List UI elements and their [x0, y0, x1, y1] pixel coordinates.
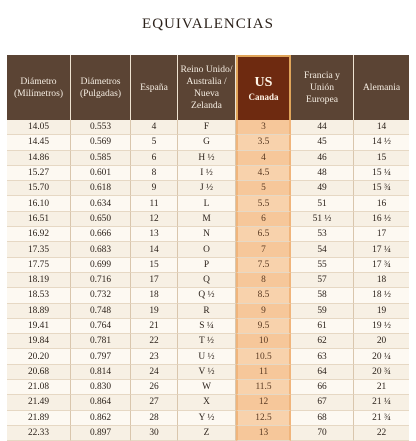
cell-espana: 6: [131, 151, 178, 166]
cell-reino-unido: P: [178, 258, 236, 273]
cell-francia: 57: [291, 273, 354, 288]
cell-espana: 24: [131, 365, 178, 380]
cell-espana: 17: [131, 273, 178, 288]
cell-diametro-mm: 21.89: [7, 411, 71, 426]
cell-us-canada: 7: [236, 242, 291, 257]
cell-diametro-mm: 14.05: [7, 120, 71, 135]
cell-francia: 64: [291, 365, 354, 380]
table-row: [7, 380, 409, 395]
cell-us-canada: 10: [236, 334, 291, 349]
table-row: [7, 242, 409, 257]
cell-alemania: 17: [354, 227, 409, 242]
table-row: [7, 166, 409, 181]
cell-espana: 8: [131, 166, 178, 181]
cell-alemania: 21: [354, 380, 409, 395]
table-row: [7, 135, 409, 150]
cell-diametro-in: 0.797: [71, 349, 131, 364]
cell-francia: 63: [291, 349, 354, 364]
cell-francia: 46: [291, 151, 354, 166]
cell-diametro-in: 0.814: [71, 365, 131, 380]
cell-espana: 18: [131, 288, 178, 303]
cell-reino-unido: G: [178, 135, 236, 150]
cell-reino-unido: V ½: [178, 365, 236, 380]
cell-diametro-mm: 18.19: [7, 273, 71, 288]
cell-francia: 59: [291, 304, 354, 319]
table-row: [7, 196, 409, 211]
cell-francia: 51: [291, 196, 354, 211]
cell-us-canada: 8: [236, 273, 291, 288]
table-row: [7, 319, 409, 334]
cell-diametro-mm: 18.89: [7, 304, 71, 319]
cell-alemania: 19 ½: [354, 319, 409, 334]
cell-diametro-mm: 16.92: [7, 227, 71, 242]
cell-reino-unido: R: [178, 304, 236, 319]
header-espana: España: [131, 55, 178, 120]
cell-francia: 68: [291, 411, 354, 426]
cell-alemania: 20: [354, 334, 409, 349]
table-row: [7, 334, 409, 349]
table-row: [7, 426, 409, 441]
cell-francia: 70: [291, 426, 354, 441]
cell-us-canada: 3: [236, 120, 291, 135]
table-row: [7, 411, 409, 426]
cell-diametro-mm: 20.68: [7, 365, 71, 380]
cell-francia: 44: [291, 120, 354, 135]
cell-us-canada: 11.5: [236, 380, 291, 395]
cell-diametro-mm: 15.70: [7, 181, 71, 196]
cell-espana: 5: [131, 135, 178, 150]
cell-alemania: 19: [354, 304, 409, 319]
cell-reino-unido: H ½: [178, 151, 236, 166]
cell-reino-unido: T ½: [178, 334, 236, 349]
cell-alemania: 18 ½: [354, 288, 409, 303]
cell-espana: 15: [131, 258, 178, 273]
cell-reino-unido: Q ½: [178, 288, 236, 303]
cell-espana: 13: [131, 227, 178, 242]
cell-espana: 22: [131, 334, 178, 349]
cell-espana: 30: [131, 426, 178, 441]
cell-diametro-in: 0.585: [71, 151, 131, 166]
cell-diametro-in: 0.683: [71, 242, 131, 257]
header-us-label: US: [254, 75, 273, 90]
cell-espana: 28: [131, 411, 178, 426]
cell-alemania: 15 ¼: [354, 166, 409, 181]
table-row: [7, 273, 409, 288]
cell-diametro-in: 0.830: [71, 380, 131, 395]
cell-espana: 21: [131, 319, 178, 334]
cell-diametro-mm: 16.51: [7, 212, 71, 227]
cell-alemania: 16: [354, 196, 409, 211]
cell-us-canada: 3.5: [236, 135, 291, 150]
cell-diametro-in: 0.897: [71, 426, 131, 441]
cell-reino-unido: Q: [178, 273, 236, 288]
cell-diametro-in: 0.716: [71, 273, 131, 288]
cell-diametro-in: 0.862: [71, 411, 131, 426]
cell-diametro-in: 0.864: [71, 395, 131, 410]
cell-reino-unido: I ½: [178, 166, 236, 181]
cell-reino-unido: X: [178, 395, 236, 410]
header-francia: Francia y Unión Europea: [291, 55, 354, 120]
cell-us-canada: 12: [236, 395, 291, 410]
cell-us-canada: 5: [236, 181, 291, 196]
header-reino-unido: Reino Unido/ Australia / Nueva Zelanda: [178, 55, 236, 120]
header-alemania: Alemania: [354, 55, 409, 120]
cell-diametro-in: 0.699: [71, 258, 131, 273]
cell-espana: 4: [131, 120, 178, 135]
cell-diametro-mm: 18.53: [7, 288, 71, 303]
cell-us-canada: 9.5: [236, 319, 291, 334]
table-row: [7, 288, 409, 303]
header-diametro-in: Diámetros (Pulgadas): [71, 55, 131, 120]
cell-diametro-mm: 16.10: [7, 196, 71, 211]
cell-diametro-in: 0.666: [71, 227, 131, 242]
cell-espana: 9: [131, 181, 178, 196]
cell-espana: 23: [131, 349, 178, 364]
cell-us-canada: 6.5: [236, 227, 291, 242]
cell-us-canada: 4: [236, 151, 291, 166]
cell-reino-unido: S ¼: [178, 319, 236, 334]
table-row: [7, 365, 409, 380]
table-row: [7, 151, 409, 166]
cell-us-canada: 11: [236, 365, 291, 380]
table-row: [7, 120, 409, 135]
header-row: [7, 55, 409, 120]
cell-diametro-in: 0.618: [71, 181, 131, 196]
cell-francia: 53: [291, 227, 354, 242]
cell-diametro-in: 0.781: [71, 334, 131, 349]
cell-reino-unido: W: [178, 380, 236, 395]
cell-us-canada: 5.5: [236, 196, 291, 211]
header-canada-label: Canada: [248, 92, 279, 102]
cell-francia: 55: [291, 258, 354, 273]
cell-reino-unido: Z: [178, 426, 236, 441]
cell-reino-unido: J ½: [178, 181, 236, 196]
cell-diametro-in: 0.748: [71, 304, 131, 319]
cell-alemania: 21 ¾: [354, 411, 409, 426]
cell-francia: 54: [291, 242, 354, 257]
cell-us-canada: 4.5: [236, 166, 291, 181]
cell-reino-unido: F: [178, 120, 236, 135]
cell-us-canada: 6: [236, 212, 291, 227]
cell-diametro-in: 0.634: [71, 196, 131, 211]
cell-diametro-in: 0.732: [71, 288, 131, 303]
cell-espana: 14: [131, 242, 178, 257]
cell-francia: 66: [291, 380, 354, 395]
cell-reino-unido: U ½: [178, 349, 236, 364]
cell-espana: 27: [131, 395, 178, 410]
cell-alemania: 16 ½: [354, 212, 409, 227]
cell-francia: 61: [291, 319, 354, 334]
cell-alemania: 21 ¼: [354, 395, 409, 410]
cell-alemania: 17 ¾: [354, 258, 409, 273]
cell-diametro-in: 0.553: [71, 120, 131, 135]
cell-francia: 51 ½: [291, 212, 354, 227]
cell-us-canada: 13: [236, 426, 291, 441]
page-title: EQUIVALENCIAS: [142, 15, 274, 32]
header-us-canada: [236, 55, 291, 120]
cell-espana: 19: [131, 304, 178, 319]
cell-alemania: 22: [354, 426, 409, 441]
cell-us-canada: 7.5: [236, 258, 291, 273]
table-body: [7, 120, 409, 441]
cell-alemania: 20 ¾: [354, 365, 409, 380]
cell-diametro-in: 0.764: [71, 319, 131, 334]
cell-espana: 12: [131, 212, 178, 227]
cell-francia: 67: [291, 395, 354, 410]
cell-diametro-in: 0.601: [71, 166, 131, 181]
cell-diametro-mm: 21.49: [7, 395, 71, 410]
cell-espana: 26: [131, 380, 178, 395]
cell-diametro-mm: 15.27: [7, 166, 71, 181]
cell-diametro-mm: 22.33: [7, 426, 71, 441]
cell-us-canada: 9: [236, 304, 291, 319]
cell-diametro-mm: 14.45: [7, 135, 71, 150]
table-row: [7, 395, 409, 410]
cell-us-canada: 12.5: [236, 411, 291, 426]
cell-alemania: 14 ½: [354, 135, 409, 150]
cell-francia: 45: [291, 135, 354, 150]
cell-alemania: 14: [354, 120, 409, 135]
cell-francia: 49: [291, 181, 354, 196]
table-row: [7, 227, 409, 242]
cell-reino-unido: O: [178, 242, 236, 257]
cell-reino-unido: Y ½: [178, 411, 236, 426]
cell-alemania: 20 ¼: [354, 349, 409, 364]
cell-diametro-mm: 17.35: [7, 242, 71, 257]
cell-us-canada: 10.5: [236, 349, 291, 364]
table-row: [7, 349, 409, 364]
cell-us-canada: 8.5: [236, 288, 291, 303]
cell-francia: 48: [291, 166, 354, 181]
table-row: [7, 181, 409, 196]
cell-diametro-mm: 20.20: [7, 349, 71, 364]
cell-francia: 58: [291, 288, 354, 303]
cell-reino-unido: N: [178, 227, 236, 242]
equivalence-table: [7, 55, 409, 441]
equivalence-table-container: [7, 55, 409, 441]
cell-alemania: 15: [354, 151, 409, 166]
table-row: [7, 212, 409, 227]
cell-diametro-in: 0.650: [71, 212, 131, 227]
cell-diametro-in: 0.569: [71, 135, 131, 150]
cell-diametro-mm: 14.86: [7, 151, 71, 166]
cell-alemania: 15 ¾: [354, 181, 409, 196]
cell-espana: 11: [131, 196, 178, 211]
cell-reino-unido: M: [178, 212, 236, 227]
cell-alemania: 17 ¼: [354, 242, 409, 257]
table-row: [7, 258, 409, 273]
header-diametro-mm: Diámetro (Milímetros): [7, 55, 71, 120]
cell-diametro-mm: 19.41: [7, 319, 71, 334]
cell-francia: 62: [291, 334, 354, 349]
table-row: [7, 304, 409, 319]
cell-reino-unido: L: [178, 196, 236, 211]
cell-diametro-mm: 21.08: [7, 380, 71, 395]
cell-diametro-mm: 19.84: [7, 334, 71, 349]
cell-alemania: 18: [354, 273, 409, 288]
cell-diametro-mm: 17.75: [7, 258, 71, 273]
